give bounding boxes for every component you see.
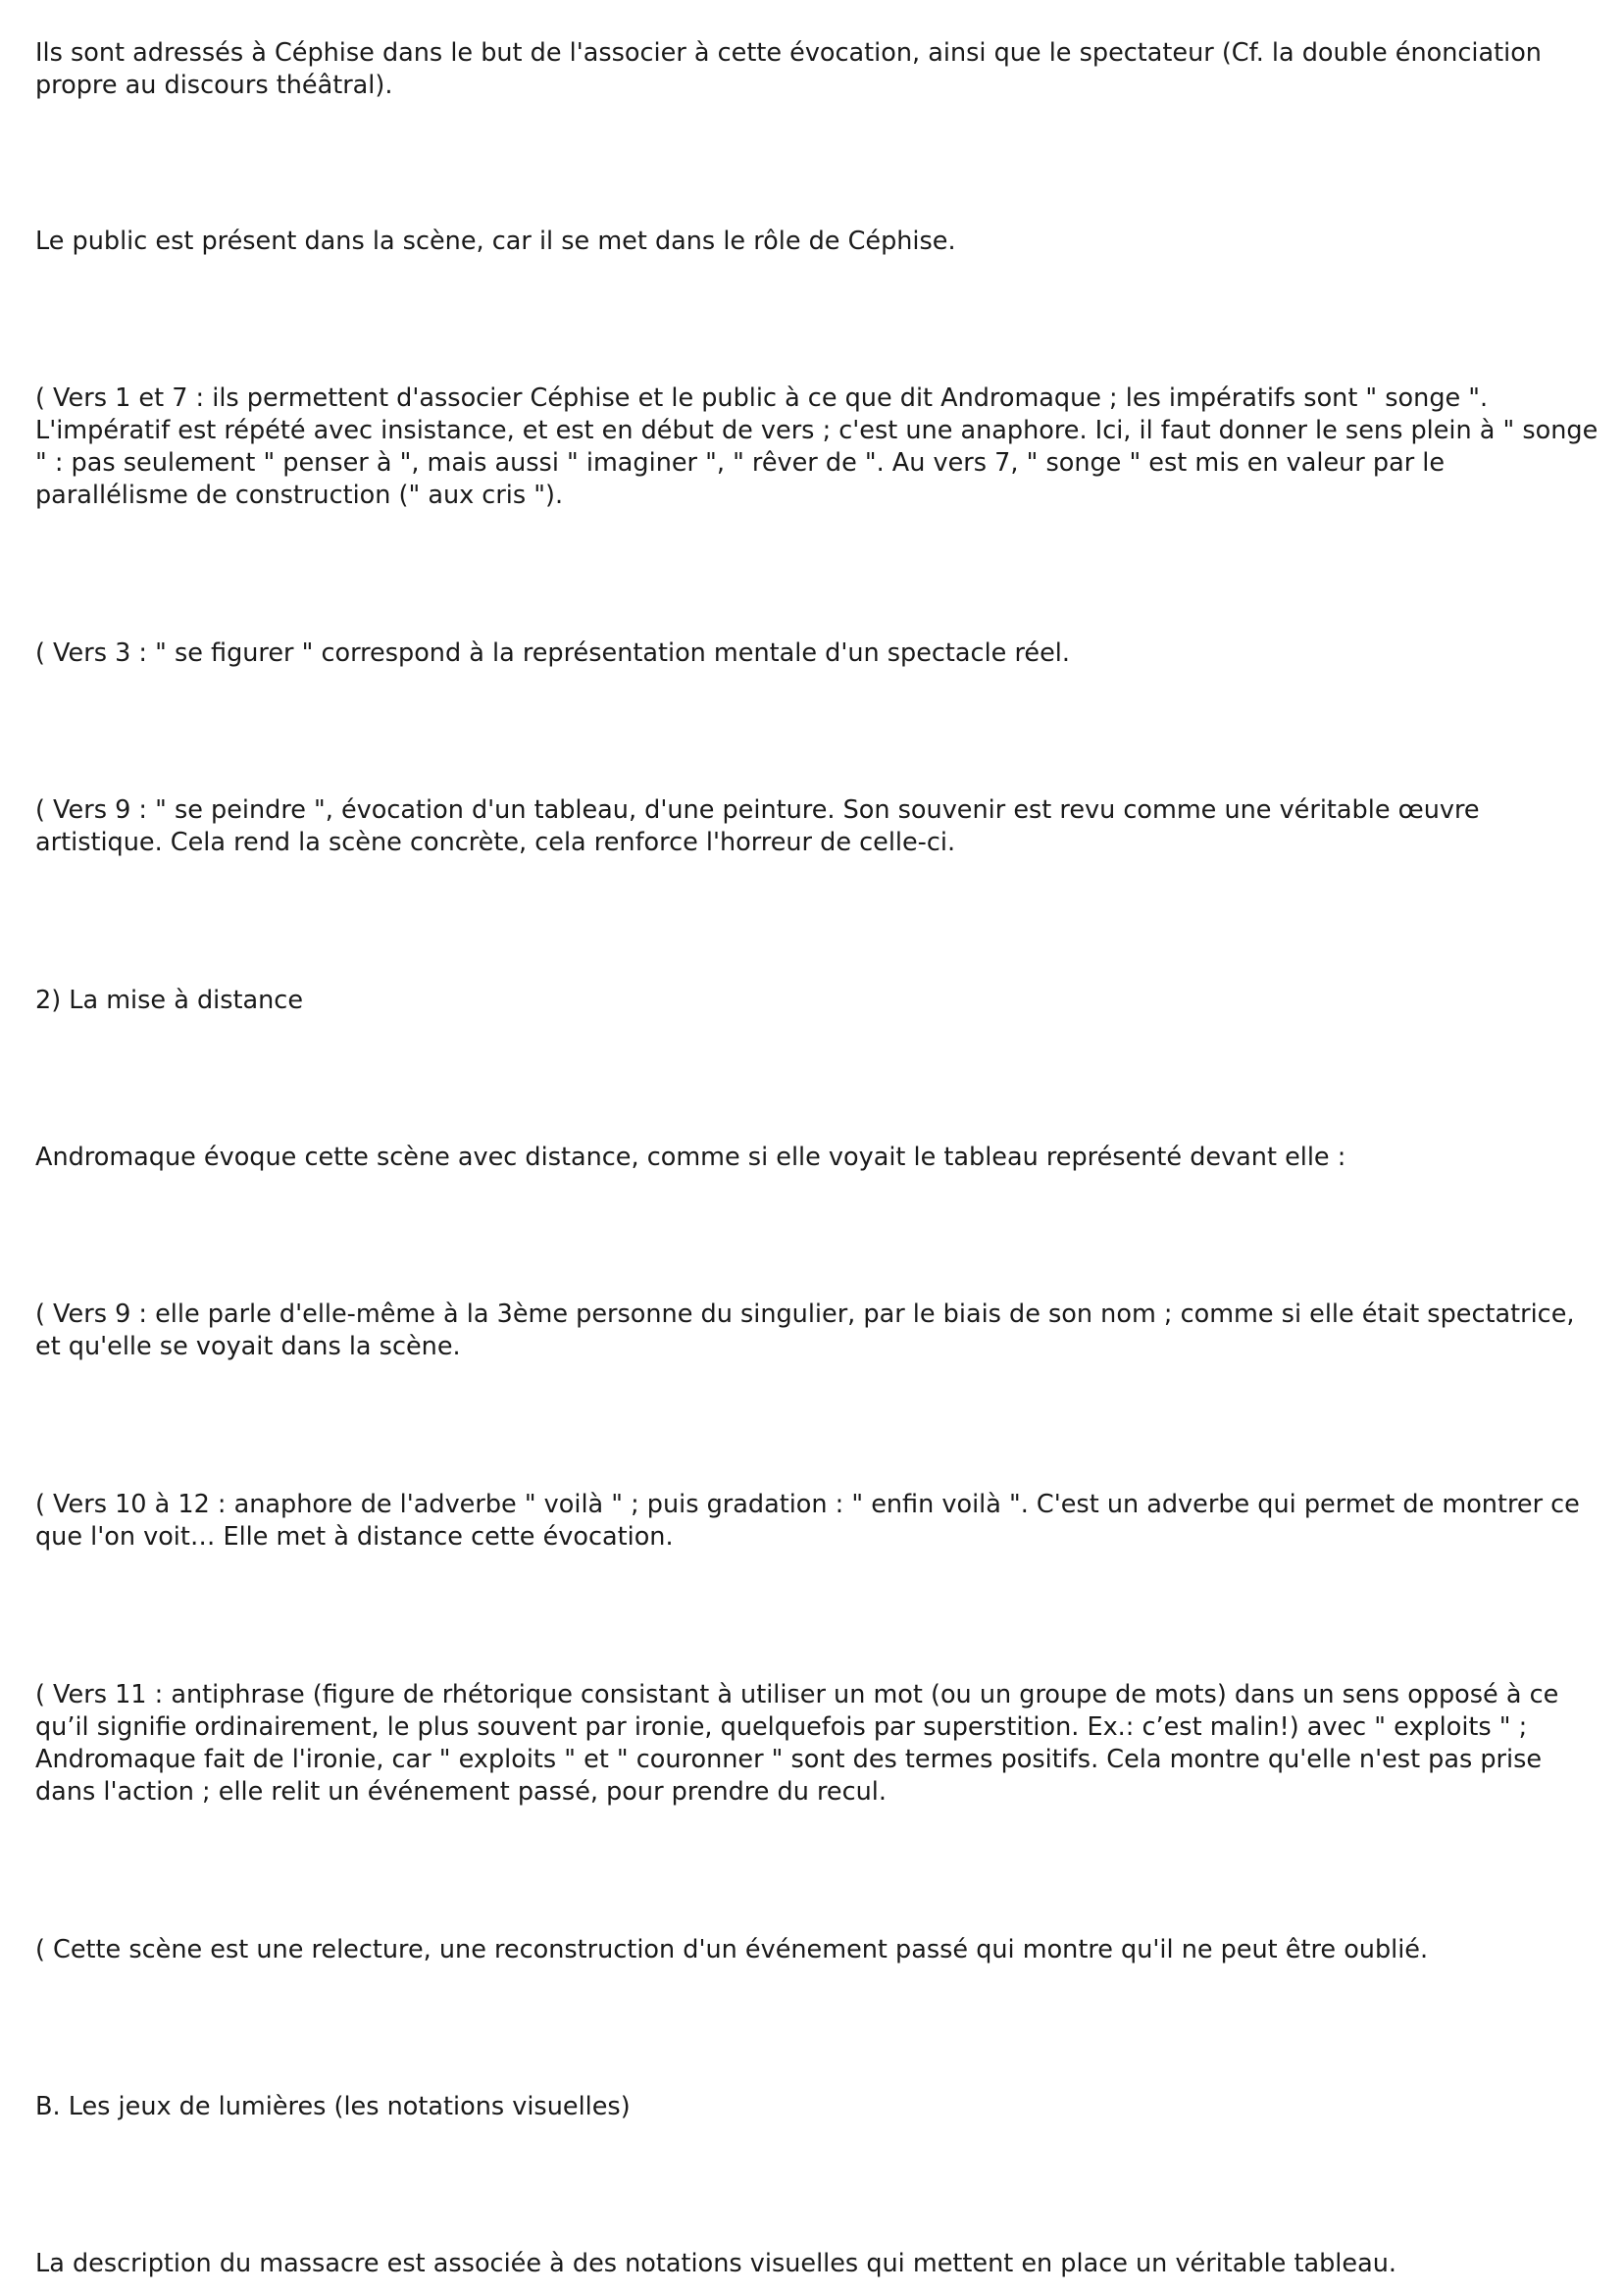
paragraph-vers-10-a-12: ( Vers 10 à 12 : anaphore de l'adverbe " voilà " ; puis gradation : " enfin voilà ". C'est un adverbe qui permet de montrer ce que l'on voit… Elle met à distance cette évocation. bbox=[35, 1490, 1580, 1552]
paragraph-description-massacre: La description du massacre est associée à des notations visuelles qui mettent en place un véritable tableau. bbox=[35, 2249, 1396, 2278]
paragraph-vers-9-troisieme-personne: ( Vers 9 : elle parle d'elle-même à la 3ème personne du singulier, par le biais de son nom ; comme si elle était spectatrice, et qu'elle se voyait dans la scène. bbox=[35, 1300, 1575, 1361]
paragraph-vers-11-antiphrase: ( Vers 11 : antiphrase (figure de rhétorique consistant à utiliser un mot (ou un groupe de mots) dans un sens opposé à ce qu’il signifie ordinairement, le plus souvent par ironie, quelquefois par superstition. Ex.: c’est malin!) avec " exploits " ; Andromaque fait de l'ironie, car " exploits " et " couronner " sont des termes positifs. Cela montre qu'elle n'est pas prise dans l'action ; elle relit un événement passé, pour prendre du recul. bbox=[35, 1680, 1559, 1807]
paragraph-vers-1-et-7: ( Vers 1 et 7 : ils permettent d'associer Céphise et le public à ce que dit Andromaque ; les impératifs sont " songe ". L'impératif est répété avec insistance, et est en début de vers ; c'est une anaphore. Ici, il faut donner le sens plein à " songe " : pas seulement " penser à ", mais aussi " imaginer ", " rêver de ". Au vers 7, " songe " est mis en valeur par le parallélisme de construction (" aux cris "). bbox=[35, 383, 1599, 510]
paragraph-double-enonciation: Ils sont adressés à Céphise dans le but de l'associer à cette évocation, ainsi que le spectateur (Cf. la double énonciation propre au discours théâtral). bbox=[35, 38, 1542, 100]
paragraph-public-present: Le public est présent dans la scène, car il se met dans le rôle de Céphise. bbox=[35, 227, 956, 256]
paragraph-vers-9-peindre: ( Vers 9 : " se peindre ", évocation d'un tableau, d'une peinture. Son souvenir est revu comme une véritable œuvre artistique. Cela rend la scène concrète, cela renforce l'horreur de celle-ci. bbox=[35, 795, 1480, 857]
section-heading-jeux-de-lumieres: B. Les jeux de lumières (les notations visuelles) bbox=[35, 2092, 631, 2121]
paragraph-relecture: ( Cette scène est une relecture, une reconstruction d'un événement passé qui montre qu'il ne peut être oublié. bbox=[35, 1935, 1429, 1964]
paragraph-andromaque-distance: Andromaque évoque cette scène avec distance, comme si elle voyait le tableau représenté devant elle : bbox=[35, 1143, 1346, 1172]
section-heading-mise-a-distance: 2) La mise à distance bbox=[35, 986, 304, 1015]
paragraph-vers-3: ( Vers 3 : " se figurer " correspond à la représentation mentale d'un spectacle réel. bbox=[35, 638, 1070, 668]
